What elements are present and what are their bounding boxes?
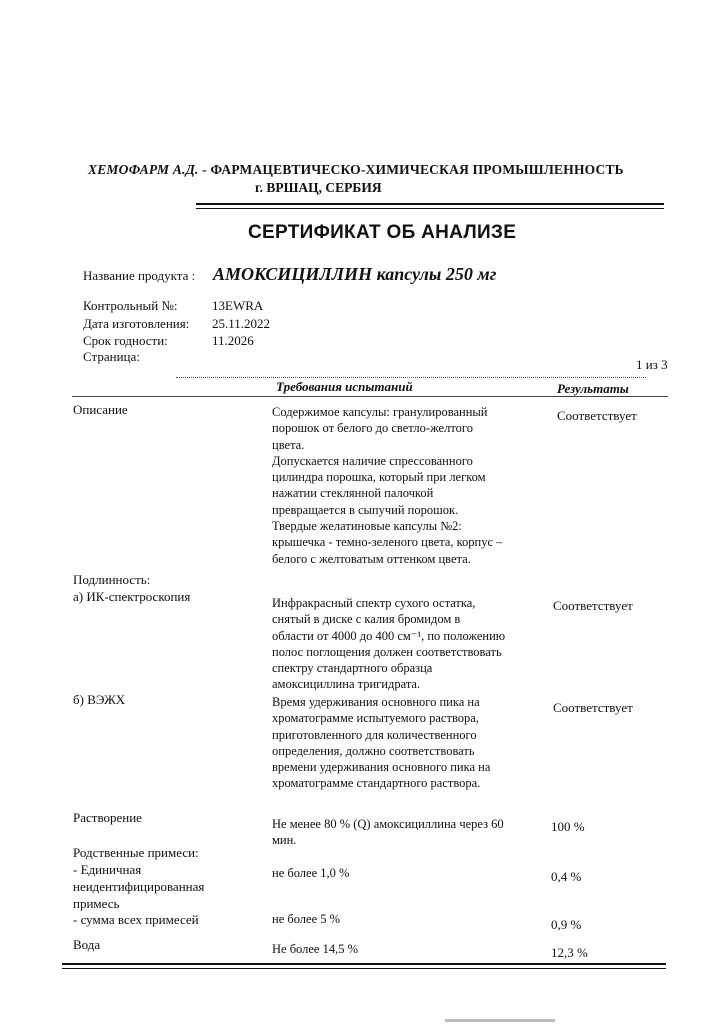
requirement-related-total bbox=[272, 911, 547, 927]
requirement-line: Время удерживания основного пика на bbox=[272, 695, 480, 709]
test-name-line: Родственные примеси: bbox=[73, 845, 199, 860]
result-related-single: 0,4 % bbox=[551, 869, 582, 884]
result-description: Соответствует bbox=[557, 408, 637, 423]
test-name-dissolution bbox=[73, 809, 142, 826]
header-results: Результаты bbox=[557, 381, 629, 396]
requirement-identity-hplc bbox=[272, 694, 547, 792]
requirement-line: цвета. bbox=[272, 437, 305, 452]
requirement-line: не более 5 % bbox=[272, 912, 341, 926]
test-name-line: неидентифицированная bbox=[73, 879, 205, 894]
requirement-line: хроматограмме стандартного раствора. bbox=[272, 776, 481, 791]
test-name-line: Растворение bbox=[73, 810, 142, 825]
expiry-label: Срок годности: bbox=[83, 333, 168, 348]
requirement-line: Не менее 80 % (Q) амоксициллина через 60 bbox=[272, 817, 504, 831]
requirement-line: превращается в сыпучий порошок. bbox=[272, 502, 459, 517]
requirement-identity-ir bbox=[272, 595, 547, 693]
requirement-line: нажатии стеклянной палочкой bbox=[272, 486, 434, 501]
company-industry: - ФАРМАЦЕВТИЧЕСКО-ХИМИЧЕСКАЯ ПРОМЫШЛЕННОСТЬ bbox=[198, 162, 624, 177]
requirement-line: определения, должно соответствовать bbox=[272, 743, 475, 758]
company-line-2: г. ВРШАЦ, СЕРБИЯ bbox=[255, 180, 382, 195]
requirement-line: крышечка - темно-зеленого цвета, корпус – bbox=[272, 535, 503, 550]
requirement-related-single bbox=[272, 865, 547, 881]
requirement-line: снятый в диске с калия бромидом в bbox=[272, 612, 461, 627]
test-name-related-single bbox=[73, 844, 204, 912]
requirement-line: времени удерживания основного пика на bbox=[272, 760, 491, 775]
manufacture-date-label: Дата изготовления: bbox=[83, 316, 190, 331]
requirement-line: амоксициллина тригидрата. bbox=[272, 677, 421, 692]
result-water: 12,3 % bbox=[551, 945, 588, 960]
test-name-line: б) ВЭЖХ bbox=[73, 692, 126, 707]
requirement-line: Допускается наличие спрессованного bbox=[272, 453, 473, 468]
test-name-line: примесь bbox=[73, 896, 120, 911]
requirement-line: Твердые желатиновые капсулы №2: bbox=[272, 519, 462, 534]
requirement-line: хроматограмме испытуемого раствора, bbox=[272, 711, 479, 726]
expiry-value: 11.2026 bbox=[212, 333, 254, 348]
test-name-water bbox=[73, 936, 100, 953]
requirement-line: белого с желтоватым оттенком цвета. bbox=[272, 551, 471, 566]
test-name-line: - Единичная bbox=[73, 862, 142, 877]
footer-rule-bottom bbox=[62, 968, 666, 969]
test-name-line: а) ИК-спектроскопия bbox=[73, 589, 191, 604]
requirement-line: мин. bbox=[272, 833, 297, 848]
control-number-value: 13EWRA bbox=[212, 298, 264, 313]
result-dissolution: 100 % bbox=[551, 819, 585, 834]
header-rule-bottom bbox=[196, 208, 664, 209]
product-name-value: АМОКСИЦИЛЛИН капсулы 250 мг bbox=[213, 264, 497, 284]
requirement-line: Инфракрасный спектр сухого остатка, bbox=[272, 596, 476, 610]
test-name-description bbox=[73, 401, 128, 418]
requirement-line: спектру стандартного образца bbox=[272, 661, 433, 676]
test-name-line: Описание bbox=[73, 402, 128, 417]
product-name-label: Название продукта : bbox=[83, 268, 196, 283]
result-related-total: 0,9 % bbox=[551, 917, 582, 932]
result-identity-hplc: Соответствует bbox=[553, 700, 633, 715]
control-number-label: Контрольный №: bbox=[83, 298, 178, 313]
requirement-line: порошок от белого до светло-желтого bbox=[272, 421, 473, 436]
result-identity-ir: Соответствует bbox=[553, 598, 633, 613]
header-requirements: Требования испытаний bbox=[276, 379, 413, 394]
requirement-line: области от 4000 до 400 см⁻¹, по положению bbox=[272, 628, 506, 643]
requirement-line: Содержимое капсулы: гранулированный bbox=[272, 405, 488, 419]
requirement-description bbox=[272, 404, 547, 567]
company-line-1 bbox=[88, 162, 624, 178]
table-header-rule bbox=[72, 396, 668, 397]
requirement-line: приготовленного для количественного bbox=[272, 727, 477, 742]
test-name-line: - сумма всех примесей bbox=[73, 912, 199, 927]
dotted-rule bbox=[176, 377, 646, 378]
scan-mark bbox=[445, 1019, 555, 1022]
company-name: ХЕМОФАРМ А.Д. bbox=[88, 162, 199, 177]
document-title: СЕРТИФИКАТ ОБ АНАЛИЗЕ bbox=[248, 222, 517, 243]
test-name-related-total bbox=[73, 911, 199, 928]
manufacture-date-value: 25.11.2022 bbox=[212, 316, 271, 331]
test-name-identity-ir bbox=[73, 571, 190, 605]
test-name-identity-hplc bbox=[73, 691, 125, 708]
test-name-line: Вода bbox=[73, 937, 101, 952]
page-label: Страница: bbox=[83, 349, 140, 364]
requirement-line: не более 1,0 % bbox=[272, 866, 350, 880]
requirement-water bbox=[272, 941, 547, 957]
test-name-line: Подлинность: bbox=[73, 572, 151, 587]
page-number: 1 из 3 bbox=[636, 357, 668, 372]
requirement-line: цилиндра порошка, который при легком bbox=[272, 470, 486, 485]
footer-rule-top bbox=[62, 963, 666, 965]
requirement-line: полос поглощения должен соответствовать bbox=[272, 644, 502, 659]
requirement-dissolution bbox=[272, 816, 547, 849]
requirement-line: Не более 14,5 % bbox=[272, 942, 359, 956]
header-rule-top bbox=[196, 203, 664, 205]
